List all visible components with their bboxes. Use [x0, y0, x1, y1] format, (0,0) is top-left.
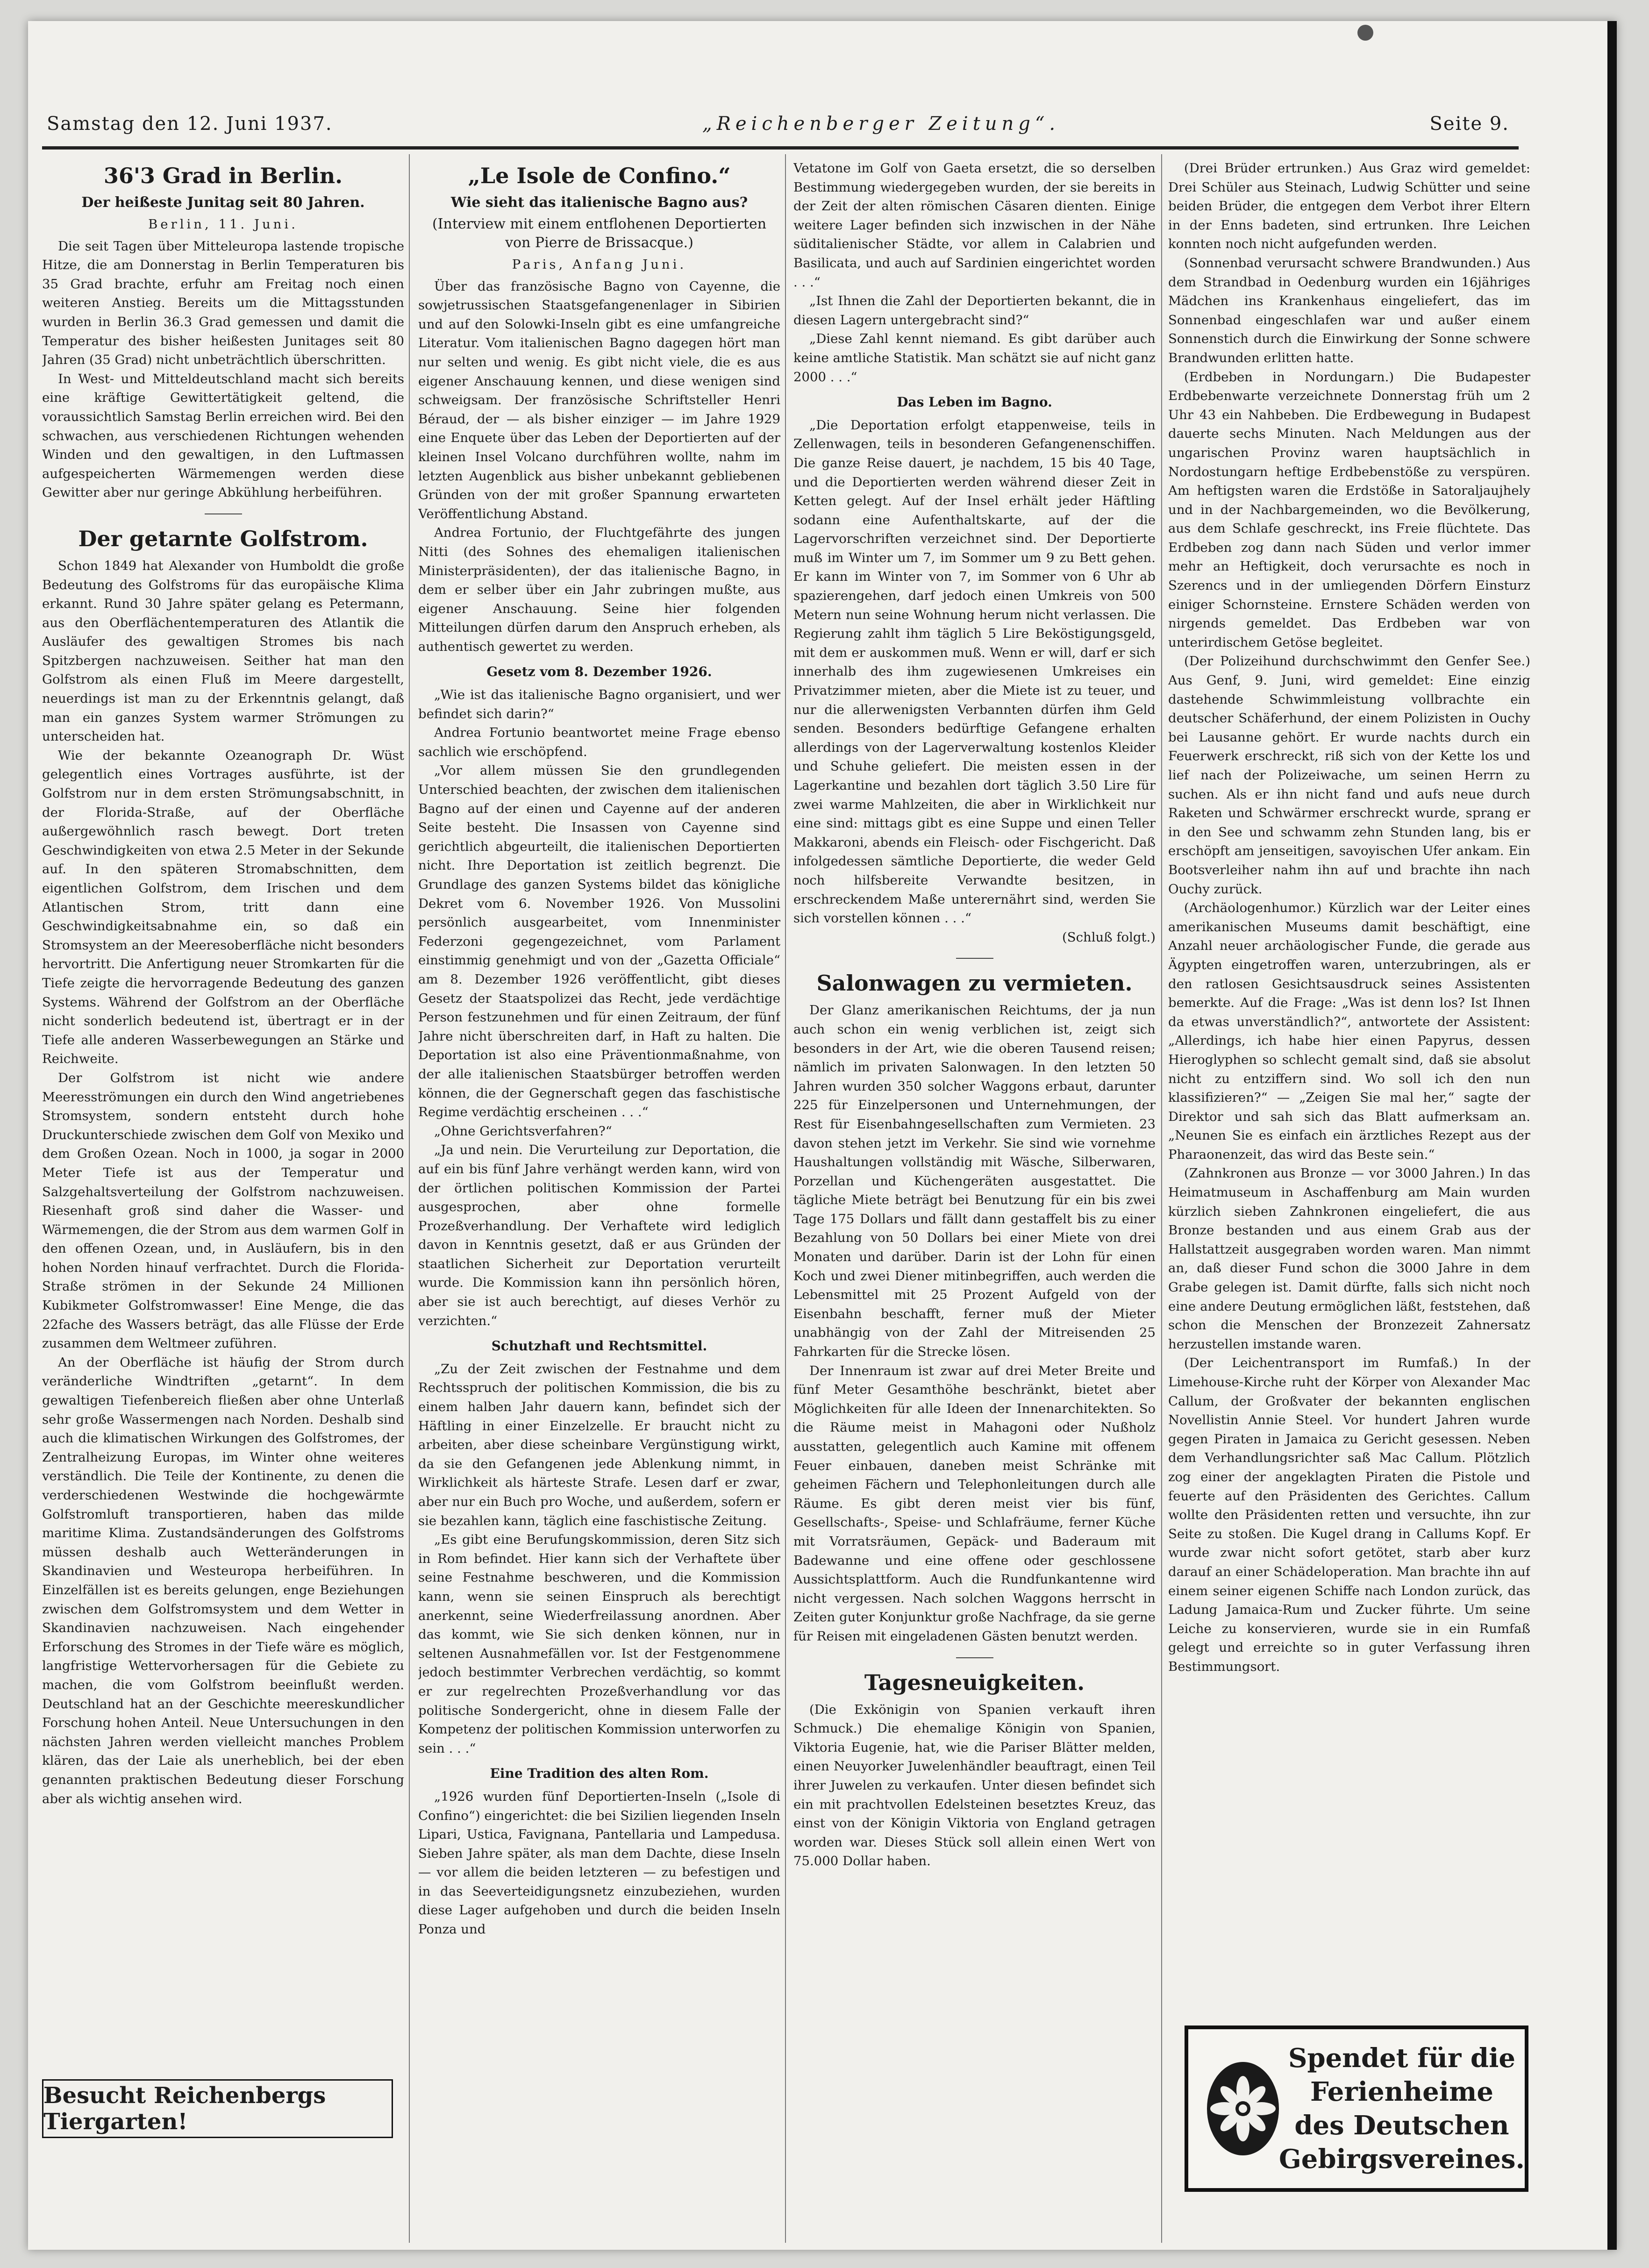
paragraph: (Erdbeben in Nordungarn.) Die Budapester Erdbebenwarte verzeichnete Donnerstag früh um 2 Uhr 43 ein Nahbeben. Die Erdbewegung in Budapest dauerte sechs Minuten. Nach Meldungen aus der ungarischen Provinz waren hauptsächlich in Nordostungarn heftige Erdbebenstöße zu verspüren. Am heftigsten waren die Erdstöße in Satoraljaujhely und in der Nachbargemeinden, wo die Bevölkerung, aus dem Schlafe geschreckt, ins Freie flüchtete. Das Erdbeben zog dann nach Süden und verlor immer mehr an Heftigkeit, doch verursachte es noch in Szerencs und in der umliegenden Dörfern Einsturz einiger Schornsteine. Ernstere Schäden werden von nirgends gemeldet. Das Erdbeben war von unterirdischem Getöse begleitet.	[1168, 369, 1530, 650]
paragraph: „Ohne Gerichtsverfahren?“	[434, 1123, 612, 1139]
edelweiss-emblem-icon	[1207, 2062, 1279, 2155]
paragraph: Wie der bekannte Ozeanograph Dr. Wüst gelegentlich eines Vortrages ausführte, ist der Golfstrom nur in dem ersten Strömungsabschnitt, in der Florida-Straße, auf der Oberfläche außergewöhnlich rasch bewegt. Dort treten Geschwindigkeiten von etwa 2.5 Meter in der Sekunde auf. In den späteren Stromabschnitten, dem eigentlichen Golfstrom, dem Irischen und dem Atlantischen Strom, tritt dann eine Geschwindigkeitsabnahme ein, so daß ein Stromsystem an der Meeresoberfläche nicht besonders hervortritt. Die Anfertigung neuer Stromkarten für die Tiefe zeigte die hervorragende Bedeutung des ganzen Systems. Während der Golfstrom an der Oberfläche nicht sonderlich bedeutend ist, übertragt er in der Tiefe alle anderen Wasserbewegungen an Stärke und Reichweite.	[42, 748, 404, 1067]
paragraph: (Der Leichentransport im Rumfaß.) In der Limehouse-Kirche ruht der Körper von Alexander Mac Callum, der Großvater der bekannten englischen Novellistin Annie Steel. Vor hundert Jahren wurde gegen Piraten in Jamaica zu Gericht gesessen. Neben dem Verhandlungsrichter saß Mac Callum. Plötzlich zog einer der angeklagten Piraten die Pistole und feuerte auf den Präsidenten des Gerichtes. Callum wollte den Präsidenten retten und versuchte, ihn zur Seite zu stoßen. Die Kugel drang in Callums Kopf. Er wurde zwar nicht sofort getötet, starb aber kurz darauf an einer Schädeloperation. Man brachte ihn auf einem seiner eigenen Schiffe nach London zurück, das Ladung Jamaica-Rum und Zucker führte. Um seine Leiche zu konservieren, wurde sie in ein Rumfaß gelegt und erreichte so in guter Verfassung ihren Bestimmungsort.	[1168, 1355, 1530, 1674]
paragraph: (Der Polizeihund durchschwimmt den Genfer See.) Aus Genf, 9. Juni, wird gemeldet: Eine einzig dastehende Schwimmleistung vollbrachte ein deutscher Schäferhund, der einem Polizisten in Ouchy bei Lausanne gehört. Er wurde nachts durch ein Feuerwerk erschreckt, riß sich von der Kette los und lief nach der Polizeiwache, um seinen Herrn zu suchen. Als er ihn nicht fand und aufs neue durch Raketen und Schwärmer erschreckt wurde, sprang er in den See und schwamm zehn Stunden lang, bis er erschöpft am jenseitigen, savoyischen Ufer ankam. Ein Bootsverleiher nahm ihn auf und brachte ihn nach Ouchy zurück.	[1168, 654, 1530, 897]
paragraph: Schon 1849 hat Alexander von Humboldt die große Bedeutung des Golfstroms für das europäische Klima erkannt. Rund 30 Jahre später gelang es Petermann, aus den Oberflächentemperaturen des Atlantik die Ausläufer des gewaltigen Stromes bis nach Spitzbergen nachzuweisen. Seither hat man den Golfstrom als einen Fluß im Meere dargestellt, neuerdings ist man zu der Erkenntnis gelangt, daß man ein ganzes System warmer Strömungen zu unterscheiden hat.	[42, 558, 404, 744]
paragraph: „1926 wurden fünf Deportierten-Inseln („Isole di Confino“) eingerichtet: die bei Sizilien liegenden Inseln Lipari, Ustica, Favignana, Pantellaria und Lampedusa. Sieben Jahre später, als man dem Dachte, diese Inseln — vor allem die beiden letzteren — zu befestigen und in das Seeverteidigungsnetz einzubeziehen, wurden diese Lager aufgehoben und durch die beiden Inseln Ponza und	[418, 1789, 780, 1937]
paragraph: „Die Deportation erfolgt etappenweise, teils in Zellenwagen, teils in besonderen Gefangenenschiffen. Die ganze Reise dauert, je nachdem, 15 bis 40 Tage, und die Deportierten werden während dieser Zeit in Ketten gelegt. Auf der Insel erhält jeder Häftling sodann eine Aufenthaltskarte, auf der die Lagervorschriften verzeichnet sind. Der Deportierte muß im Winter um 7, im Sommer um 9 zu Bett gehen. Er kann im Winter von 7, im Sommer von 6 Uhr ab spazierengehen, darf jedoch einen Umkreis von 500 Metern nun seine Wohnung herum nicht verlassen. Die Regierung zahlt ihm täglich 5 Lire Beköstigungsgeld, mit dem er auskommen muß. Wenn er will, darf er sich innerhalb des ihm zugewiesenen Umkreises ein Privatzimmer mieten, aber die Miete ist zu teuer, und nur die allerwenigsten Verbannten dürfen ihm Geld senden. Besonders bedürftige Gefangene erhalten allerdings von der Lagerverwaltung kostenlos Kleider und Schuhe geliefert. Die meisten essen in der Lagerkantine und bezahlen dort täglich 3.50 Lire für zwei warme Mahlzeiten, die aber in Wirklichkeit nur eine sind: mittags gibt es eine Suppe und einen Teller Makkaroni, abends ein Fleisch- oder Fischgericht. Daß infolgedessen sämtliche Deportierte, die weder Geld noch hilfsbereite Verwandte besitzen, in erschreckendem Maße unterernährt sind, werden Sie sich vorstellen können . . .“	[793, 417, 1156, 926]
paragraph: „Wie ist das italienische Bagno organisiert, und wer befindet sich darin?“	[418, 687, 780, 721]
separator	[956, 1657, 993, 1658]
section-heading: Gesetz vom 8. Dezember 1926.	[486, 664, 712, 680]
scan-edge	[1607, 21, 1617, 2250]
article-headline: „Le Isole de Confino.“	[468, 163, 731, 188]
separator	[956, 958, 993, 959]
section-heading: Schutzhaft und Rechtsmittel.	[491, 1338, 707, 1354]
article-byline: (Interview mit einem entflohenen Deportierten von Pierre de Brissacque.)	[432, 216, 767, 251]
paragraph: (Archäologenhumor.) Kürzlich war der Leiter eines amerikanischen Museums damit beschäftigt, eine Anzahl neuer archäologischer Funde, die gerade aus Ägypten eingetroffen waren, unterzubringen, als er den ratlosen Gesichtsausdruck seines Assistenten bemerkte. Auf die Frage: „Was ist denn los? Ist Ihnen da etwas unverständlich?“, antwortete der Assistent: „Allerdings, ich habe hier einen Papyrus, dessen Hieroglyphen so schlecht gemalt sind, daß sie absolut nicht zu entziffern sind. Wo soll ich den nun klassifizieren?“ — „Zeigen Sie mal her,“ sagte der Direktor und sah sich das Blatt aufmerksam an. „Neunen Sie es einfach ein ärztliches Rezept aus der Pharaonenzeit, das wird das Beste sein.“	[1168, 900, 1530, 1162]
zoo-banner-text: Besucht Reichenbergs Tiergarten!	[43, 2083, 326, 2135]
header-rule	[42, 146, 1519, 150]
header-page-number: Seite 9.	[1429, 113, 1509, 135]
paragraph: (Die Exkönigin von Spanien verkauft ihren Schmuck.) Die ehemalige Königin von Spanien, Viktoria Eugenie, hat, wie die Pariser Blätter melden, einen Neuyorker Juwelenhändler beauftragt, einen Teil ihrer Juwelen zu verkaufen. Unter diesen befindet sich ein mit prachtvollen Edelsteinen besetztes Kreuz, das einst von der Königin Viktoria von England getragen worden war. Dieses Stück soll allein einen Wert von 75.000 Dollar haben.	[793, 1702, 1156, 1869]
header-date: Samstag den 12. Juni 1937.	[47, 113, 333, 135]
article-headline: Tagesneuigkeiten.	[864, 1669, 1085, 1695]
column-1	[42, 159, 404, 2154]
paragraph: (Sonnenbad verursacht schwere Brandwunden.) Aus dem Strandbad in Oedenburg wurden ein 16jähriges Mädchen ins Krankenhaus eingeliefert, das im Sonnenbad eingeschlafen war und außer einem Sonnenstich durch die Einwirkung der Sonne schwere Brandwunden erlitten hatte.	[1168, 255, 1530, 365]
dateline: Berlin, 11. Juni.	[148, 217, 298, 232]
column-3	[793, 159, 1156, 2250]
ad-line: des Deutschen	[1294, 2110, 1509, 2141]
ad-line: Ferienheime	[1310, 2076, 1493, 2107]
paragraph: „Ja und nein. Die Verurteilung zur Deportation, die auf ein bis fünf Jahre verhängt werden kann, wird von der örtlichen politischen Kommission der Partei ausgesprochen, aber ohne formelle Prozeßverhandlung. Der Verhaftete wird lediglich davon in Kenntnis gesetzt, daß er aus Gründen der staatlichen Sicherheit zur Deportation verurteilt wurde. Die Kommission kann ihn persönlich hören, aber sie ist auch berechtigt, auf dieses Verhör zu verzichten.“	[418, 1142, 780, 1328]
paragraph: Die seit Tagen über Mitteleuropa lastende tropische Hitze, die am Donnerstag in Berlin Temperaturen bis 35 Grad brachte, erfuhr am Freitag noch einen weiteren Anstieg. Bereits um die Mittagsstunden wurden in Berlin 36.3 Grad gemessen und damit die Temperatur des bisher heißesten Junitages seit 80 Jahren (35 Grad) nicht unbeträchtlich überschritten.	[42, 238, 404, 368]
header-title: „Reichenberger Zeitung“.	[702, 113, 1060, 135]
section-heading: Eine Tradition des alten Rom.	[490, 1766, 709, 1782]
column-divider	[409, 154, 410, 2243]
zoo-banner	[42, 2079, 393, 2138]
paragraph: „Zu der Zeit zwischen der Festnahme und dem Rechtsspruch der politischen Kommission, die bis zu einem halben Jahr dauern kann, befindet sich der Häftling in einer Einzelzelle. Er braucht nicht zu arbeiten, aber diese scheinbare Vergünstigung wirkt, da sie den Gefangenen jede Ablenkung nimmt, in Wirklichkeit als härteste Strafe. Lesen darf er zwar, aber nur ein Buch pro Woche, und außerdem, sofern er sie bezahlen kann, täglich eine faschistische Zeitung.	[418, 1361, 780, 1528]
paragraph: In West- und Mitteldeutschland macht sich bereits eine kräftige Gewittertätigkeit geltend, die voraussichtlich Samstag Berlin erreichen wird. Bei den schwachen, aus verschiedenen Richtungen wehenden Winden und den gewaltigen, in den Luftmassen aufgespeicherten Wärmemengen werden diese Gewitter aber nur geringe Abkühlung herbeiführen.	[42, 371, 404, 500]
ad-line: Spendet für die	[1288, 2043, 1515, 2074]
paragraph: (Zahnkronen aus Bronze — vor 3000 Jahren.) In das Heimatmuseum in Aschaffenburg am Main wurden kürzlich sieben Zahnkronen eingeliefert, die aus Bronze bestanden und aus einem Grab aus der Hallstattzeit ausgegraben worden waren. Man nimmt an, daß dieser Fund schon die 3000 Jahre in dem Grabe gelegen ist. Damit dürfte, falls sich nicht noch eine andere Deutung ermöglichen läßt, feststehen, daß schon die Menschen der Bronzezeit Zahnersatz herzustellen imstande waren.	[1168, 1166, 1530, 1352]
paragraph: Über das französische Bagno von Cayenne, die sowjetrussischen Staatsgefangenenlager in Sibirien und auf den Solowki-Inseln gibt es eine umfangreiche Literatur. Vom italienischen Bagno dagegen hört man nur selten und wenig. Es gibt nicht viele, die es aus eigener Anschauung kennen, und diese wenigen sind schweigsam. Der französische Schriftsteller Henri Béraud, der — als bisher einziger — im Jahre 1929 eine Enquete über das Leben der Deportierten auf der kleinen Insel Volcano durchführen wollte, nahm im letzten Augenblick aus bisher unbekannt gebliebenen Gründen von der mit großer Spannung erwarteten Veröffentlichung Abstand.	[418, 278, 780, 521]
paragraph: Andrea Fortunio beantwortet meine Frage ebenso sachlich wie erschöpfend.	[418, 725, 780, 759]
page-header	[47, 105, 1509, 143]
dateline: Paris, Anfang Juni.	[512, 257, 687, 272]
edelweiss-icon	[1208, 2074, 1278, 2144]
punch-hole	[1357, 25, 1373, 41]
paragraph: Andrea Fortunio, der Fluchtgefährte des jungen Nitti (des Sohnes des ehemaligen italienischen Ministerpräsidenten), der das italienische Bagno, in dem er selber über ein Jahr zubringen mußte, aus eigener Anschauung. Seine hier folgenden Mitteilungen dürfen darum den Anspruch erheben, als authentisch gewertet zu werden.	[418, 525, 780, 654]
article-subheadline: Wie sieht das italienische Bagno aus?	[450, 194, 748, 211]
ad-line: Gebirgsvereines.	[1278, 2144, 1525, 2175]
column-divider	[785, 154, 786, 2243]
paragraph: Vetatone im Golf von Gaeta ersetzt, die so derselben Bestimmung wiedergegeben wurden, der sie bereits in der Zeit der alten römischen Cäsaren dienten. Einige weitere Lager befinden sich inzwischen in der Nähe süditalienischer Städte, vor allem in Calabrien und Basilicata, und auch auf Sardinien eingerichtet worden . . .“	[793, 161, 1156, 290]
paragraph: An der Oberfläche ist häufig der Strom durch veränderliche Windtriften „getarnt“. In dem gewaltigen Tiefenbereich fließen aber ohne Unterlaß sehr große Wassermengen nach Norden. Deshalb sind auch die klimatischen Wirkungen des Golfstromes, der Zentralheizung Europas, im Winter ohne weiteres verständlich. Die Teile der Kontinente, zu denen die verderschiedenen Westwinde die hochgewärmte Golfstromluft transportieren, haben das milde maritime Klima. Zustandsänderungen des Golfstroms müssen deshalb auch Wetteränderungen in Skandinavien und Westeuropa herbeiführen. In Einzelfällen ist es bereits gelungen, enge Beziehungen zwischen dem Golfstromsystem und dem Wetter in Skandinavien nachzuweisen. Nach eingehender Erforschung des Stromes in der Tiefe wäre es möglich, langfristige Wettervorhersagen für die Gebiete zu machen, die vom Golfstrom beeinflußt werden. Deutschland hat an der Geschichte meereskundlicher Forschung hohen Anteil. Neue Untersuchungen in den nächsten Jahren werden vielleicht manches Problem klären, das der Laie als unerheblich, bei der eben genannten praktischen Bedeutung dieser Forschung aber als wichtig ansehen wird.	[42, 1355, 404, 1806]
paragraph: „Ist Ihnen die Zahl der Deportierten bekannt, die in diesen Lagern untergebracht sind?“	[793, 293, 1156, 328]
section-heading: Das Leben im Bagno.	[897, 394, 1052, 410]
paragraph: Der Golfstrom ist nicht wie andere Meeresströmungen ein durch den Wind angetriebenes Stromsystem, sondern entsteht durch hohe Druckunterschiede zwischen dem Golf von Mexiko und dem Großen Ozean. Noch in 1000, ja sogar in 2000 Meter Tiefe ist aus der Temperatur und Salzgehaltsverteilung der Golfstrom nachzuweisen. Riesenhaft groß sind daher die Wasser- und Wärmemengen, die der Strom aus dem warmen Golf in den offenen Ozean, und, in Ausläufern, bis in den hohen Norden hinauf verfrachtet. Durch die Florida-Straße strömen in der Sekunde 24 Millionen Kubikmeter Golfstromwasser! Eine Menge, die das 22fache des Wassers beträgt, das alle Flüsse der Erde zusammen dem Weltmeer zuführen.	[42, 1070, 404, 1351]
article-subheadline: Der heißeste Junitag seit 80 Jahren.	[81, 194, 365, 211]
paragraph: „Es gibt eine Berufungskommission, deren Sitz sich in Rom befindet. Hier kann sich der Verhaftete über seine Festnahme beschweren, und die Kommission kann, wenn sie seinen Einspruch als berechtigt anerkennt, seine Wiederfreilassung anordnen. Aber das kommt, wie Sie sich denken können, nur in seltenen Ausnahmefällen vor. Ist der Festgenommene jedoch bestimmter Verbrechen verdächtig, so kommt er zur regelrechten Prozeßverhandlung vor das politische Sondergericht, ohne in diesem Falle der Kompetenz der politischen Kommission unterworfen zu sein . . .“	[418, 1532, 780, 1756]
advertisement-text	[1279, 2041, 1525, 2176]
paragraph: „Diese Zahl kennt niemand. Es gibt darüber auch keine amtliche Statistik. Man schätzt sie auf nicht ganz 2000 . . .“	[793, 331, 1156, 385]
newspaper-page	[28, 21, 1617, 2250]
article-headline: Der getarnte Golfstrom.	[78, 526, 368, 551]
column-4	[1168, 159, 1530, 2098]
column-divider	[1161, 154, 1162, 2243]
continued-note: (Schluß folgt.)	[1062, 929, 1156, 945]
article-headline: 36'3 Grad in Berlin.	[103, 163, 343, 188]
column-2	[418, 159, 780, 2250]
advertisement	[1185, 2026, 1528, 2192]
paragraph: Der Glanz amerikanischen Reichtums, der ja nun auch schon ein wenig verblichen ist, zeigt sich besonders in der Art, wie die oberen Tausend reisen; nämlich im privaten Salonwagen. In den letzten 50 Jahren wurden 350 solcher Waggons erbaut, darunter 225 für Einzelpersonen und Unternehmungen, der Rest für Eisenbahngesellschaften zum Vermieten. 23 davon stehen jetzt im Verkehr. Sie sind wie vornehme Haushaltungen vollständig mit Wäsche, Silberwaren, Porzellan und Küchengeräten ausgestattet. Die tägliche Miete beträgt bei Benutzung für ein bis zwei Tage 175 Dollars und fällt dann gestaffelt bis zu einer Bezahlung von 50 Dollars bei einer Miete von drei Monaten und darüber. Darin ist der Lohn für einen Koch und zwei Diener mitinbegriffen, auch werden die Lebensmittel mit 25 Prozent Aufgeld von der Eisenbahn beschafft, ferner muß der Mieter unabhängig von der Zahl der Mitreisenden 25 Fahrkarten für die Strecke lösen.	[793, 1003, 1156, 1360]
paragraph: Der Innenraum ist zwar auf drei Meter Breite und fünf Meter Gesamthöhe beschränkt, bietet aber Möglichkeiten für alle Ideen der Innenarchitekten. So die Räume meist in Mahagoni oder Nußholz ausstatten, gelegentlich auch Kamine mit offenem Feuer einbauen, daneben meist Schränke mit geheimen Fächern und Telephonleitungen durch alle Räume. Es gibt deren meist vier bis fünf, Gesellschafts-, Speise- und Schlafräume, ferner Küche mit Vorratsräumen, Gepäck- und Baderaum mit Badewanne und eine offene oder geschlossene Aussichtsplattform. Auch die Rundfunkantenne wird nicht vergessen. Nach solchen Waggons herrscht in Zeiten guter Konjunktur große Nachfrage, da sie gerne für Reisen mit eingeladenen Gästen benutzt werden.	[793, 1363, 1156, 1644]
article-headline: Salonwagen zu vermieten.	[816, 970, 1133, 996]
paragraph: (Drei Brüder ertrunken.) Aus Graz wird gemeldet: Drei Schüler aus Steinach, Ludwig Schütter und seine beiden Brüder, die entgegen dem Verbot ihrer Eltern in der Enns badeten, sind ertrunken. Ihre Leichen konnten noch nicht aufgefunden werden.	[1168, 161, 1530, 252]
paragraph: „Vor allem müssen Sie den grundlegenden Unterschied beachten, der zwischen dem italienischen Bagno auf der einen und Cayenne auf der anderen Seite besteht. Die Insassen von Cayenne sind gerichtlich abgeurteilt, die italienischen Deportierten nicht. Ihre Deportation ist zeitlich begrenzt. Die Grundlage des ganzen Systems bildet das königliche Dekret vom 6. November 1926. Von Mussolini persönlich ausgearbeitet, vom Innenminister Federzoni gegengezeichnet, vom Parlament einstimmig genehmigt und von der „Gazetta Officiale“ am 8. Dezember 1926 veröffentlicht, gibt dieses Gesetz der Staatspolizei das Recht, jede verdächtige Person festzunehmen und für einen Zeitraum, der fünf Jahre nicht überschreiten darf, in Haft zu halten. Die Deportation ist also eine Präventionmaßnahme, von der alle italienischen Staatsbürger betroffen werden können, die der Gegnerschaft gegen das faschistische Regime verdächtig erscheinen . . .“	[418, 763, 780, 1120]
